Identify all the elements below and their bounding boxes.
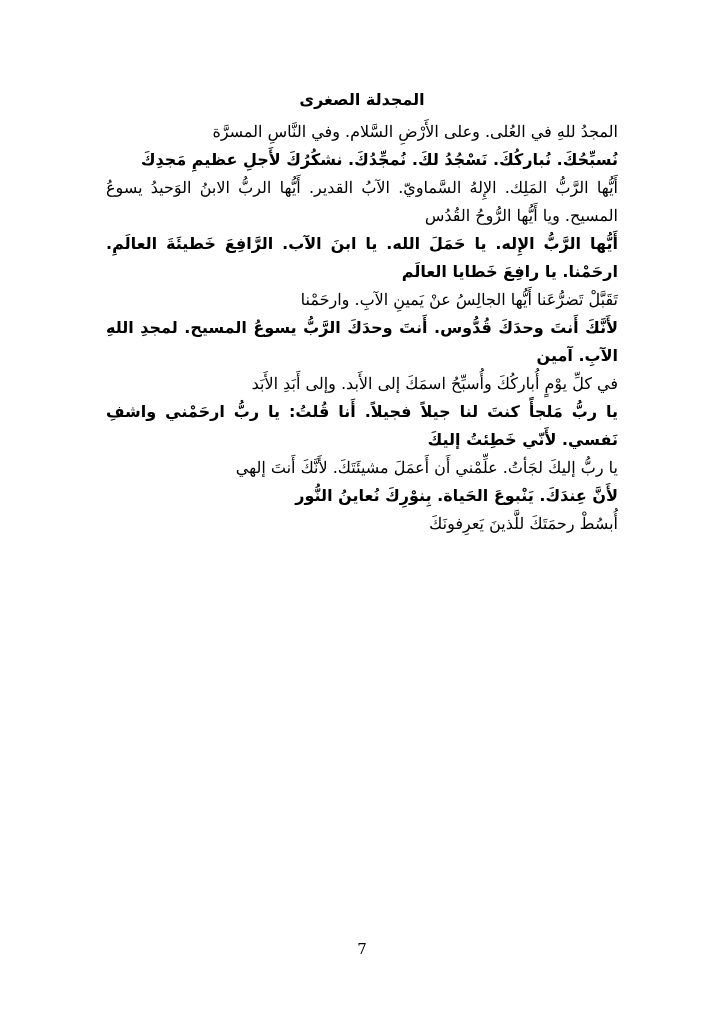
document-page: [106, 86, 618, 538]
paragraph-3: أَيُّها الرَّبُّ المَلِك. الإِلهُ السَّماويّ. الآبُ القدير. أَيُّها الربُّ الابنُ الوَحيدُ يسوعُ المسيح. ويا أَيُّها الرُّوحُ القُدُس: [106, 178, 618, 225]
paragraph-8: يا ربُّ مَلجأً كنتَ لنا جيلاً فجيلاً. أَنا قُلتُ: يا ربُّ ارحَمْني واشفِ نَفسي. لأَنّي خَطِئتُ إليكَ: [106, 402, 618, 449]
paragraph-5: تَقَبَّلْ تَضرُّعَنا أَيُّها الجالِسُ عنْ يَمينِ الآبِ. وارحَمْنا: [300, 290, 618, 309]
paragraph-1: المجدُ للهِ في العُلى. وعلى الأَرْضِ السَّلام. وفي النَّاسِ المسرَّة: [212, 122, 618, 141]
paragraph-11: أُبسُطْ رحمَتَكَ للَّذينَ يَعرِفونَكَ: [429, 514, 618, 533]
paragraph-7: في كلِّ يوْمٍ أُباركُكَ وأُسبِّحُ اسمَكَ إلى الأَبد. وإلى أَبَدِ الأَبَد: [251, 374, 618, 393]
paragraph-9: يا ربُّ إليكَ لجَأتُ. علِّمْني أَن أَعمَلَ مشيئَتَكَ. لأَنَّكَ أَنتَ إلهي: [235, 458, 618, 477]
paragraph-4: أَيُّها الرَّبُّ الإِله. يا حَمَلَ الله. يا ابنَ الآب. الرَّافِعَ خَطيئَةَ العالَمِ. ارحَمْنا. يا رافِعَ خَطايا العالَم: [106, 234, 618, 281]
paragraph-6: لأَنَّكَ أَنتَ وحدَكَ قُدُّوس. أَنتَ وحدَكَ الرَّبُّ يسوعُ المسيح. لمجدِ اللهِ الآبِ. آمين: [106, 318, 618, 365]
page-number: 7: [357, 940, 367, 958]
paragraph-10: لأَنَّ عِندَكَ. يَنْبوعَ الحَياة. بِنوْرِكَ نُعاينُ النُّور: [295, 486, 618, 505]
document-title: المجدلة الصغرى: [299, 90, 425, 109]
paragraph-2: نُسبِّحُكَ. نُباركُكَ. نَسْجُدُ لكَ. نُمجِّدُكَ. نشكُرُكَ لأَجلِ عظيمِ مَجدِكَ: [140, 150, 618, 169]
